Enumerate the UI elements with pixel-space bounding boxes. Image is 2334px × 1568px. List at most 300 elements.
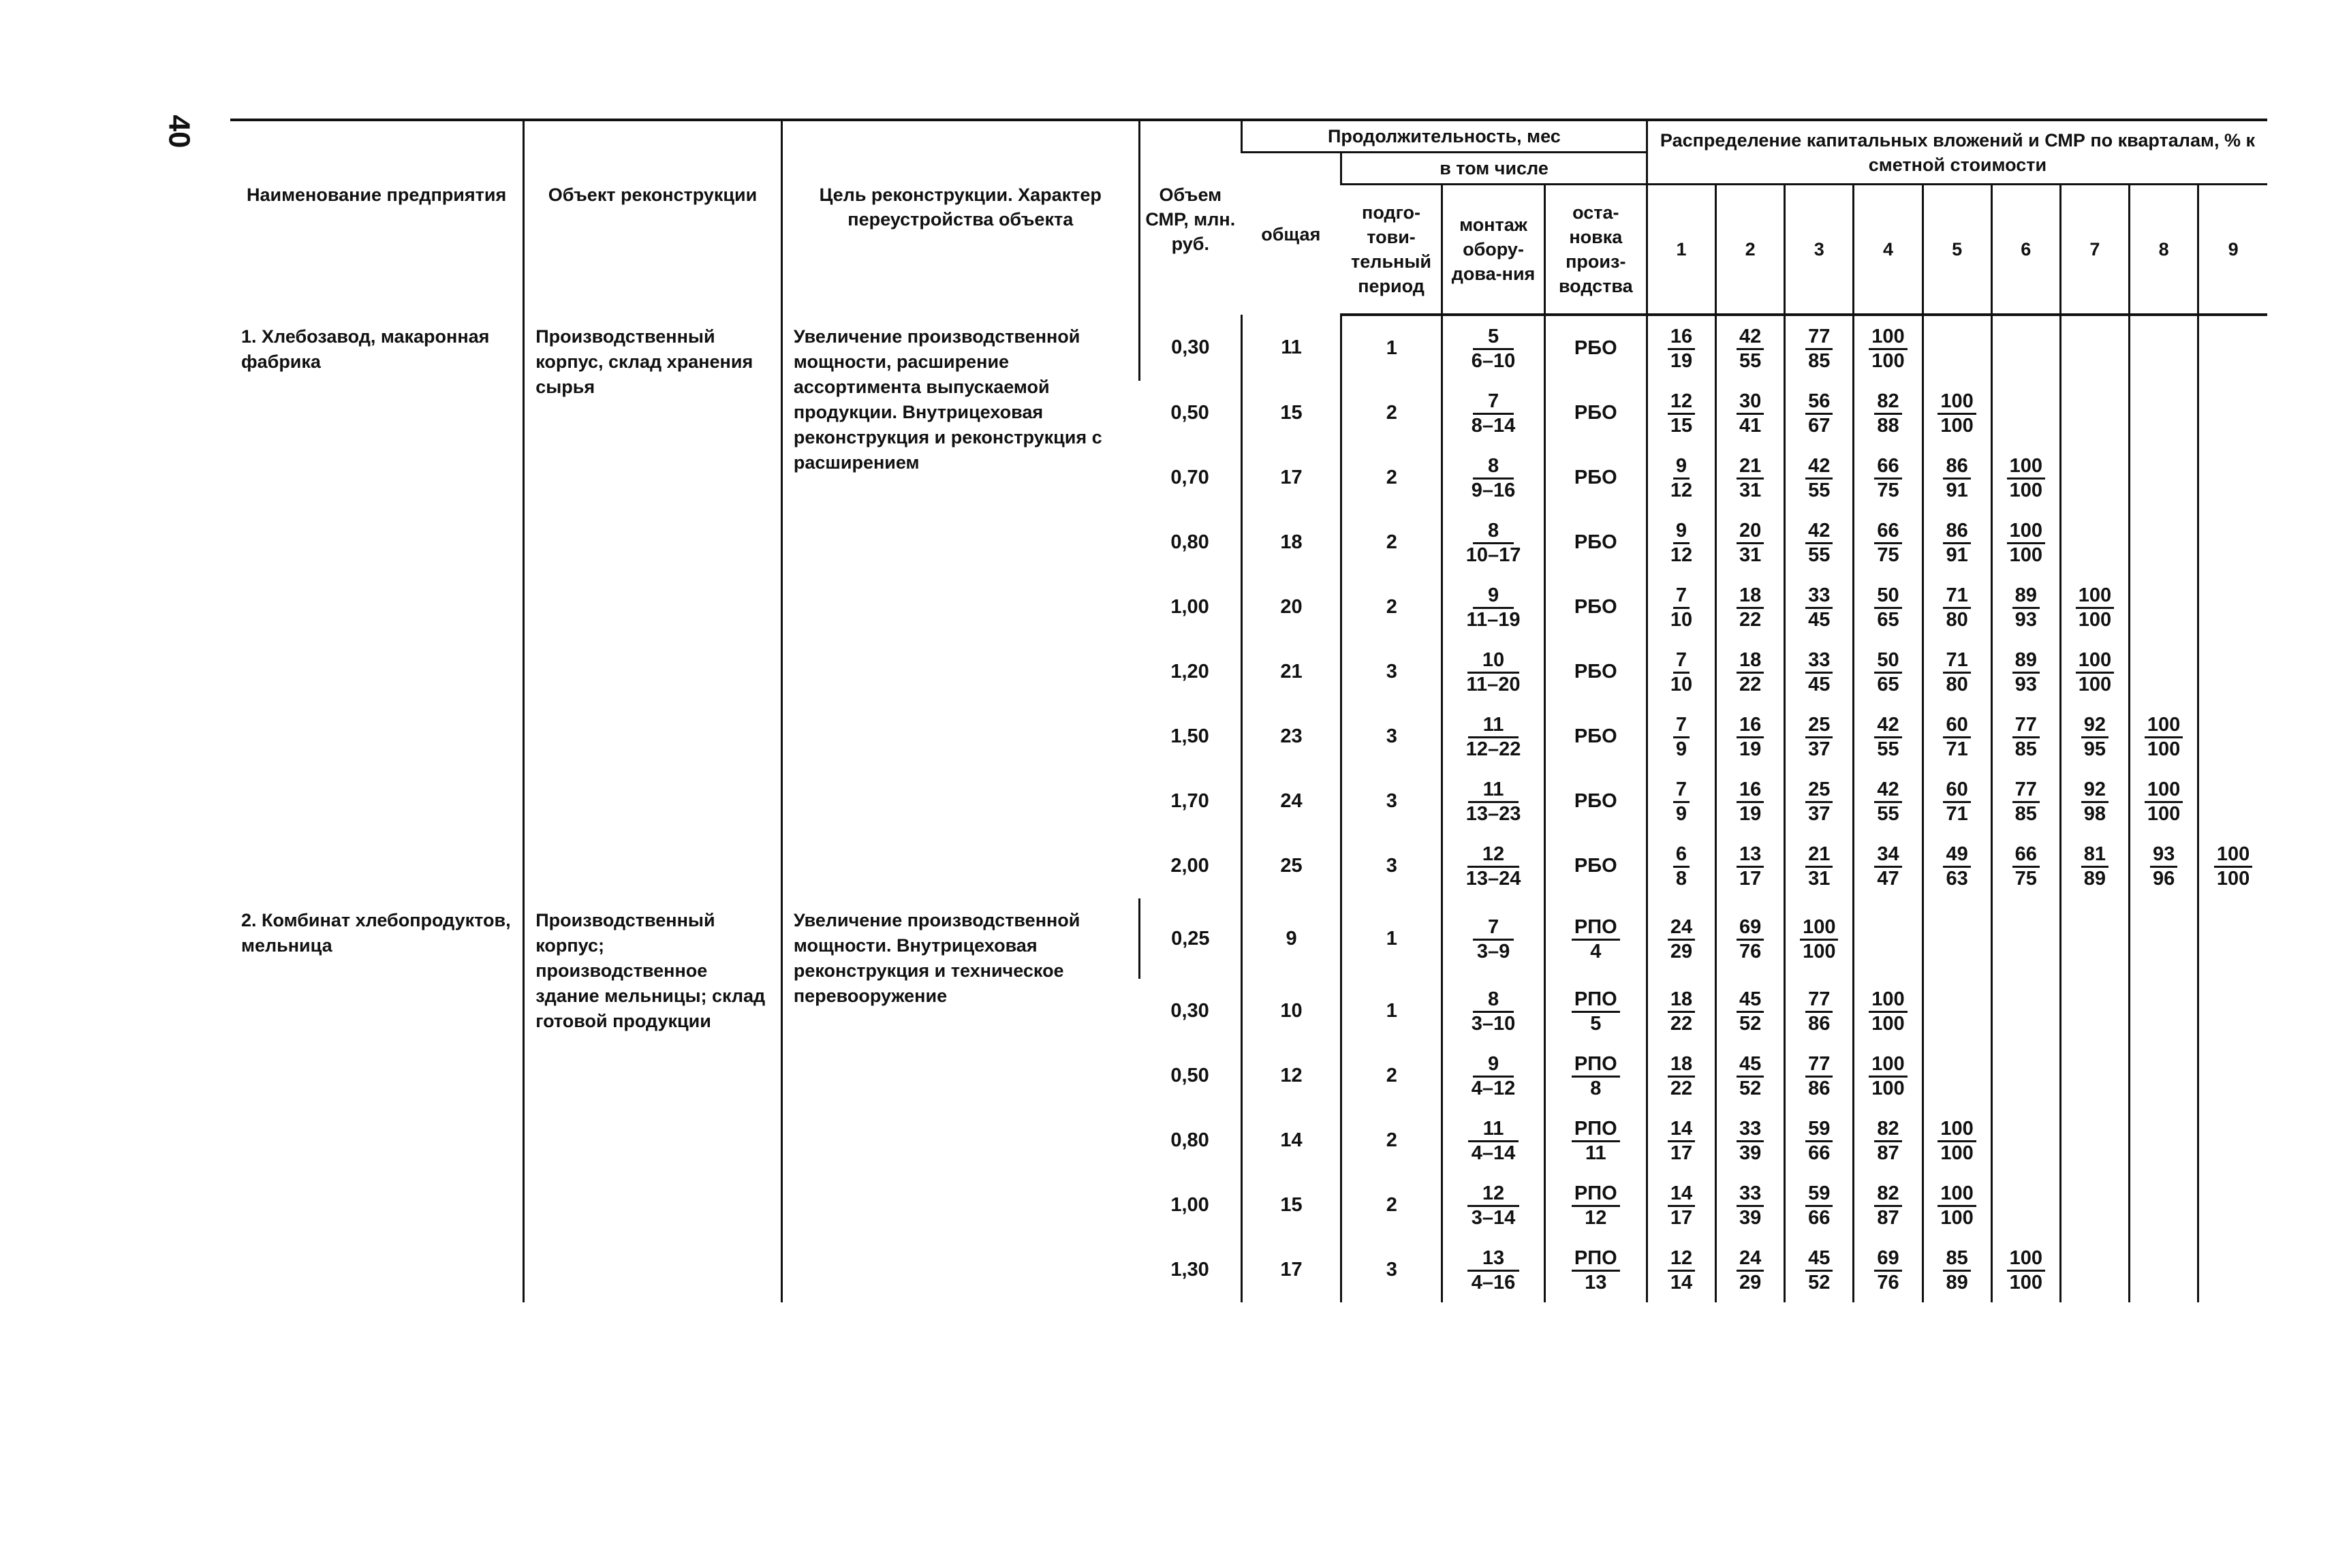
fraction <box>2150 845 2177 889</box>
cell-quarter <box>1991 1108 2060 1173</box>
fraction-denominator: 95 <box>2083 738 2106 760</box>
cell-quarter <box>1647 898 1715 979</box>
cell-quarter <box>1647 640 1715 704</box>
fraction-denominator: 13–24 <box>1465 868 1521 890</box>
fraction-numerator: 89 <box>2012 586 2040 609</box>
fraction-denominator: 75 <box>1877 480 1899 501</box>
cell-volume: 0,50 <box>1170 402 1209 424</box>
cell-quarter <box>2198 769 2267 834</box>
fraction-denominator: 8–14 <box>1471 415 1516 437</box>
fraction-denominator: 10–17 <box>1465 544 1521 566</box>
cell-prep: 2 <box>1341 1173 1442 1238</box>
cell-stop: РБО <box>1544 510 1647 575</box>
fraction <box>1737 780 1764 824</box>
cell-quarter <box>1991 704 2060 769</box>
header-total: общая <box>1241 153 1341 315</box>
fraction-denominator: 22 <box>1739 674 1762 695</box>
cell-quarter <box>1785 381 1854 445</box>
cell-quarter <box>1923 769 1991 834</box>
fraction-numerator: 100 <box>1800 918 1838 941</box>
cell-mount <box>1442 898 1544 979</box>
fraction-denominator: 19 <box>1670 350 1693 372</box>
fraction-numerator: 9 <box>1473 586 1514 609</box>
fraction-numerator: 13 <box>1737 845 1764 868</box>
cell-quarter <box>2198 834 2267 898</box>
fraction <box>1943 650 1970 695</box>
fraction-denominator: 75 <box>2014 868 2037 890</box>
cell-quarter <box>1647 315 1715 381</box>
fraction <box>1472 456 1516 501</box>
cell-quarter <box>1923 898 1991 979</box>
fraction-denominator: 100 <box>1940 1207 1974 1229</box>
cell-volume: 1,30 <box>1170 1259 1209 1281</box>
cell-total: 24 <box>1241 769 1341 834</box>
cell-stop: РБО <box>1544 445 1647 510</box>
cell-quarter <box>1923 575 1991 640</box>
cell-quarter <box>1716 510 1785 575</box>
fraction <box>2214 845 2252 889</box>
fraction-denominator: 15 <box>1670 415 1693 437</box>
fraction-numerator: 50 <box>1874 650 1901 674</box>
fraction-denominator: 100 <box>2216 868 2250 890</box>
fraction <box>1874 392 1901 436</box>
cell-quarter <box>1647 445 1715 510</box>
cell-quarter <box>1716 704 1785 769</box>
cell-quarter <box>1647 704 1715 769</box>
header-prep: подго-тови-тельный период <box>1341 185 1442 315</box>
cell-total: 12 <box>1241 1044 1341 1108</box>
fraction-denominator: 22 <box>1739 609 1762 631</box>
fraction-denominator: 37 <box>1808 803 1831 825</box>
fraction-numerator: 42 <box>1874 715 1901 738</box>
cell-quarter <box>2130 381 2198 445</box>
cell-quarter <box>1923 640 1991 704</box>
cell-quarter <box>1716 575 1785 640</box>
cell-quarter <box>2060 575 2129 640</box>
fraction-numerator: 16 <box>1668 327 1695 350</box>
fraction <box>1805 990 1833 1034</box>
fraction-numerator: 77 <box>2012 780 2040 803</box>
cell-quarter <box>2060 979 2129 1044</box>
fraction <box>1472 990 1516 1034</box>
fraction-denominator: 52 <box>1739 1078 1762 1099</box>
table-body <box>230 315 2267 1302</box>
cell-quarter <box>1785 769 1854 834</box>
cell-stop <box>1544 1173 1647 1238</box>
fraction-denominator: 5 <box>1590 1013 1602 1035</box>
cell-quarter <box>1923 704 1991 769</box>
fraction-denominator: 11–20 <box>1466 674 1521 695</box>
fraction <box>1670 586 1692 630</box>
fraction-numerator: 18 <box>1668 1054 1695 1078</box>
cell-quarter <box>1923 1108 1991 1173</box>
fraction <box>1670 521 1692 565</box>
cell-quarter <box>1854 445 1923 510</box>
fraction-numerator: 85 <box>1943 1249 1970 1272</box>
fraction-numerator: 92 <box>2081 715 2109 738</box>
fraction <box>1572 1249 1620 1293</box>
cell-quarter <box>2198 445 2267 510</box>
cell-quarter <box>2198 898 2267 979</box>
fraction <box>2076 586 2114 630</box>
cell-quarter <box>1854 381 1923 445</box>
cell-quarter <box>2130 1044 2198 1108</box>
cell-quarter <box>1854 640 1923 704</box>
fraction-denominator: 85 <box>2014 803 2037 825</box>
fraction-numerator: 100 <box>1938 1184 1976 1207</box>
cell-goal: Увеличение производственной мощности, расширение ассортимента выпускаемой продукции. Внутрицеховая реконструкция и реконструкция с расширением <box>781 315 1139 898</box>
cell-prep: 3 <box>1341 769 1442 834</box>
schedule-table <box>230 119 2267 1302</box>
fraction-denominator: 4 <box>1590 940 1602 962</box>
fraction-denominator: 96 <box>2152 868 2175 890</box>
cell-quarter <box>1923 381 1991 445</box>
fraction-numerator: 9 <box>1673 521 1690 544</box>
fraction-numerator: 71 <box>1943 586 1970 609</box>
cell-total: 18 <box>1241 510 1341 575</box>
fraction <box>2012 845 2040 889</box>
cell-quarter <box>2060 1044 2129 1108</box>
fraction <box>1668 327 1695 371</box>
header-quarter: 3 <box>1785 185 1854 315</box>
fraction-denominator: 22 <box>1670 1013 1693 1035</box>
fraction-numerator: 12 <box>1467 845 1519 868</box>
fraction-denominator: 9 <box>1675 803 1687 825</box>
cell-prep: 2 <box>1341 1108 1442 1173</box>
cell-mount <box>1442 640 1544 704</box>
fraction-numerator: 82 <box>1874 1119 1901 1142</box>
cell-quarter <box>2060 1238 2129 1302</box>
fraction-numerator: 34 <box>1874 845 1901 868</box>
fraction <box>1938 1119 1976 1163</box>
cell-quarter <box>1991 575 2060 640</box>
fraction-denominator: 80 <box>1946 609 1968 631</box>
fraction <box>1800 915 1838 962</box>
fraction <box>1874 521 1901 565</box>
cell-quarter <box>1854 575 1923 640</box>
fraction-numerator: 10 <box>1467 650 1519 674</box>
fraction-denominator: 85 <box>1808 350 1831 372</box>
fraction-numerator: 42 <box>1805 456 1833 480</box>
fraction-denominator: 17 <box>1670 1207 1693 1229</box>
fraction-numerator: 100 <box>2007 456 2045 480</box>
cell-mount <box>1442 979 1544 1044</box>
fraction <box>2081 715 2109 759</box>
cell-quarter <box>2198 1173 2267 1238</box>
cell-quarter <box>1854 315 1923 381</box>
cell-stop: РБО <box>1544 315 1647 381</box>
cell-quarter <box>2198 979 2267 1044</box>
cell-quarter <box>1785 704 1854 769</box>
fraction-denominator: 66 <box>1808 1142 1831 1164</box>
fraction-denominator: 63 <box>1946 868 1968 890</box>
cell-quarter <box>1923 979 1991 1044</box>
cell-quarter <box>2060 315 2129 381</box>
fraction-denominator: 100 <box>2078 674 2112 695</box>
fraction-numerator: 12 <box>1467 1184 1519 1207</box>
fraction <box>1466 845 1521 889</box>
fraction-denominator: 55 <box>1808 480 1831 501</box>
cell-quarter <box>1647 575 1715 640</box>
cell-quarter <box>1716 315 1785 381</box>
fraction-numerator: 7 <box>1673 780 1690 803</box>
cell-volume: 0,50 <box>1170 1065 1209 1086</box>
fraction-denominator: 100 <box>2009 544 2042 566</box>
fraction-numerator: 25 <box>1805 715 1833 738</box>
fraction-denominator: 55 <box>1739 350 1762 372</box>
cell-mount <box>1442 575 1544 640</box>
cell-quarter <box>1716 769 1785 834</box>
cell-prep: 1 <box>1341 979 1442 1044</box>
fraction <box>2012 780 2040 824</box>
cell-mount <box>1442 445 1544 510</box>
fraction <box>1673 715 1690 759</box>
fraction-denominator: 91 <box>1946 544 1968 566</box>
cell-volume: 0,70 <box>1170 467 1209 488</box>
cell-quarter <box>1785 898 1854 979</box>
fraction <box>1572 915 1620 962</box>
cell-quarter <box>2060 510 2129 575</box>
fraction-numerator: 30 <box>1737 392 1764 415</box>
cell-quarter <box>2130 704 2198 769</box>
cell-prep: 2 <box>1341 445 1442 510</box>
fraction-denominator: 12 <box>1670 544 1693 566</box>
fraction-denominator: 65 <box>1877 674 1899 695</box>
cell-quarter <box>1854 979 1923 1044</box>
cell-quarter <box>1991 381 2060 445</box>
cell-quarter <box>1716 445 1785 510</box>
fraction <box>1874 1184 1901 1228</box>
fraction-denominator: 19 <box>1739 803 1762 825</box>
fraction-numerator: 7 <box>1673 586 1690 609</box>
fraction-numerator: 24 <box>1668 918 1695 941</box>
cell-quarter <box>1923 1173 1991 1238</box>
fraction-denominator: 41 <box>1739 415 1762 437</box>
cell-prep: 2 <box>1341 575 1442 640</box>
fraction-numerator: 100 <box>1869 327 1907 350</box>
cell-total: 20 <box>1241 575 1341 640</box>
cell-stop <box>1544 1108 1647 1173</box>
fraction-denominator: 8 <box>1675 868 1687 890</box>
cell-volume: 0,80 <box>1170 531 1209 553</box>
cell-quarter <box>1991 834 2060 898</box>
cell-quarter <box>2198 510 2267 575</box>
fraction <box>1668 1054 1695 1099</box>
cell-total: 11 <box>1241 315 1341 381</box>
fraction-numerator: 100 <box>2214 845 2252 868</box>
fraction-numerator: 77 <box>1805 1054 1833 1078</box>
cell-quarter <box>1785 1173 1854 1238</box>
fraction-numerator: 11 <box>1468 1119 1519 1142</box>
header-quarter: 6 <box>1991 185 2060 315</box>
fraction-denominator: 80 <box>1946 674 1968 695</box>
fraction-numerator: 59 <box>1805 1119 1833 1142</box>
fraction <box>1467 1184 1519 1228</box>
header-quarter: 5 <box>1923 185 1991 315</box>
cell-quarter <box>1991 898 2060 979</box>
header-stop: оста-новка произ-водства <box>1544 185 1647 315</box>
fraction-numerator: 21 <box>1805 845 1833 868</box>
fraction <box>1805 327 1833 371</box>
fraction-numerator: 92 <box>2081 780 2109 803</box>
fraction <box>1673 845 1690 889</box>
fraction-denominator: 17 <box>1739 868 1762 890</box>
cell-stop: РБО <box>1544 704 1647 769</box>
fraction-numerator: 59 <box>1805 1184 1833 1207</box>
fraction-numerator: 69 <box>1874 1249 1901 1272</box>
cell-quarter <box>1716 834 1785 898</box>
fraction-denominator: 85 <box>2014 738 2037 760</box>
cell-volume: 0,30 <box>1139 315 1241 381</box>
fraction <box>1869 990 1907 1034</box>
cell-quarter <box>2130 640 2198 704</box>
cell-total: 17 <box>1241 1238 1341 1302</box>
fraction-numerator: 33 <box>1805 650 1833 674</box>
fraction <box>1466 780 1521 824</box>
fraction <box>2145 780 2183 824</box>
cell-volume: 1,20 <box>1170 661 1209 683</box>
fraction-numerator: 7 <box>1673 650 1690 674</box>
fraction-numerator: 77 <box>1805 327 1833 350</box>
cell-quarter <box>1785 510 1854 575</box>
fraction-numerator: РПО <box>1572 1119 1620 1142</box>
cell-quarter <box>2198 640 2267 704</box>
fraction-numerator: 33 <box>1805 586 1833 609</box>
cell-quarter <box>1785 1044 1854 1108</box>
fraction-denominator: 31 <box>1739 544 1762 566</box>
fraction <box>1670 650 1692 695</box>
fraction-denominator: 29 <box>1670 940 1693 962</box>
fraction <box>1943 456 1970 501</box>
fraction-denominator: 98 <box>2083 803 2106 825</box>
fraction <box>1737 456 1764 501</box>
fraction <box>1938 1184 1976 1228</box>
fraction <box>1805 521 1833 565</box>
cell-name: 2. Комбинат хлебопродуктов, мельница <box>241 910 511 956</box>
fraction-numerator: 6 <box>1673 845 1690 868</box>
fraction-denominator: 93 <box>2014 674 2037 695</box>
cell-quarter <box>1991 315 2060 381</box>
fraction-numerator: 8 <box>1473 521 1514 544</box>
fraction-denominator: 100 <box>2147 803 2181 825</box>
fraction-numerator: 33 <box>1737 1184 1764 1207</box>
fraction-denominator: 3–9 <box>1476 940 1510 962</box>
cell-volume: 0,80 <box>1170 1129 1209 1151</box>
fraction <box>1467 586 1521 630</box>
fraction <box>1668 392 1695 436</box>
cell-quarter <box>1647 1108 1715 1173</box>
cell-goal: Увеличение производственной мощности. Внутрицеховая реконструкция и техническое перевооружение <box>781 898 1139 1302</box>
cell-quarter <box>2060 640 2129 704</box>
fraction <box>1737 1119 1764 1163</box>
cell-quarter <box>2198 1238 2267 1302</box>
cell-quarter <box>1716 979 1785 1044</box>
cell-quarter <box>2198 1044 2267 1108</box>
cell-quarter <box>2198 1108 2267 1173</box>
fraction <box>1943 780 1970 824</box>
fraction-numerator: 82 <box>1874 1184 1901 1207</box>
cell-prep: 2 <box>1341 510 1442 575</box>
fraction-numerator: 42 <box>1737 327 1764 350</box>
fraction-numerator: 60 <box>1943 780 1970 803</box>
fraction-numerator: 66 <box>1874 456 1901 480</box>
header-quarter: 8 <box>2130 185 2198 315</box>
cell-stop <box>1544 1044 1647 1108</box>
fraction-numerator: 7 <box>1673 715 1690 738</box>
cell-prep: 3 <box>1341 640 1442 704</box>
cell-quarter <box>1923 834 1991 898</box>
cell-quarter <box>2198 704 2267 769</box>
cell-quarter <box>1923 1044 1991 1108</box>
fraction-numerator: 100 <box>1869 990 1907 1013</box>
fraction-denominator: 91 <box>1946 480 1968 501</box>
cell-stop: РБО <box>1544 381 1647 445</box>
fraction-numerator: 100 <box>1938 392 1976 415</box>
cell-prep: 3 <box>1341 834 1442 898</box>
cell-stop: РБО <box>1544 834 1647 898</box>
fraction-numerator: 16 <box>1737 715 1764 738</box>
fraction-denominator: 65 <box>1877 609 1899 631</box>
cell-quarter <box>1991 640 2060 704</box>
cell-quarter <box>1785 315 1854 381</box>
header-name: Наименование предприятия <box>230 120 524 315</box>
fraction-numerator: 18 <box>1737 650 1764 674</box>
fraction-denominator: 4–16 <box>1471 1272 1516 1293</box>
fraction <box>1805 456 1833 501</box>
fraction-denominator: 100 <box>2009 1272 2042 1293</box>
fraction <box>1737 845 1764 889</box>
fraction-numerator: 100 <box>1869 1054 1907 1078</box>
fraction <box>1472 1054 1516 1099</box>
fraction-denominator: 67 <box>1808 415 1831 437</box>
fraction-denominator: 55 <box>1877 738 1899 760</box>
cell-mount <box>1442 704 1544 769</box>
fraction <box>1874 650 1901 695</box>
cell-quarter <box>1716 381 1785 445</box>
fraction-numerator: 18 <box>1737 586 1764 609</box>
cell-stop: РБО <box>1544 640 1647 704</box>
cell-mount <box>1442 834 1544 898</box>
fraction <box>1805 586 1833 630</box>
cell-quarter <box>2060 898 2129 979</box>
fraction-numerator: 82 <box>1874 392 1901 415</box>
cell-object: Производственный корпус, склад хранения сырья <box>524 315 782 898</box>
cell-quarter <box>1785 1238 1854 1302</box>
fraction-numerator: 11 <box>1468 780 1519 803</box>
table-row <box>230 898 2267 979</box>
cell-prep: 1 <box>1341 898 1442 979</box>
cell-total: 9 <box>1241 898 1341 979</box>
cell-quarter <box>1991 445 2060 510</box>
fraction-numerator: 100 <box>2007 1249 2045 1272</box>
cell-quarter <box>1785 834 1854 898</box>
fraction-denominator: 6–10 <box>1471 350 1516 372</box>
cell-prep: 2 <box>1341 1044 1442 1108</box>
cell-quarter <box>1647 979 1715 1044</box>
fraction <box>2012 586 2040 630</box>
header-quarter: 4 <box>1854 185 1923 315</box>
fraction-numerator: 14 <box>1668 1119 1695 1142</box>
cell-quarter <box>2198 381 2267 445</box>
fraction-numerator: 86 <box>1943 456 1970 480</box>
fraction <box>1668 1249 1695 1293</box>
cell-mount <box>1442 1108 1544 1173</box>
cell-quarter <box>1854 769 1923 834</box>
cell-quarter <box>2130 1173 2198 1238</box>
cell-prep: 3 <box>1341 704 1442 769</box>
fraction-numerator: 100 <box>2007 521 2045 544</box>
cell-quarter <box>1785 445 1854 510</box>
